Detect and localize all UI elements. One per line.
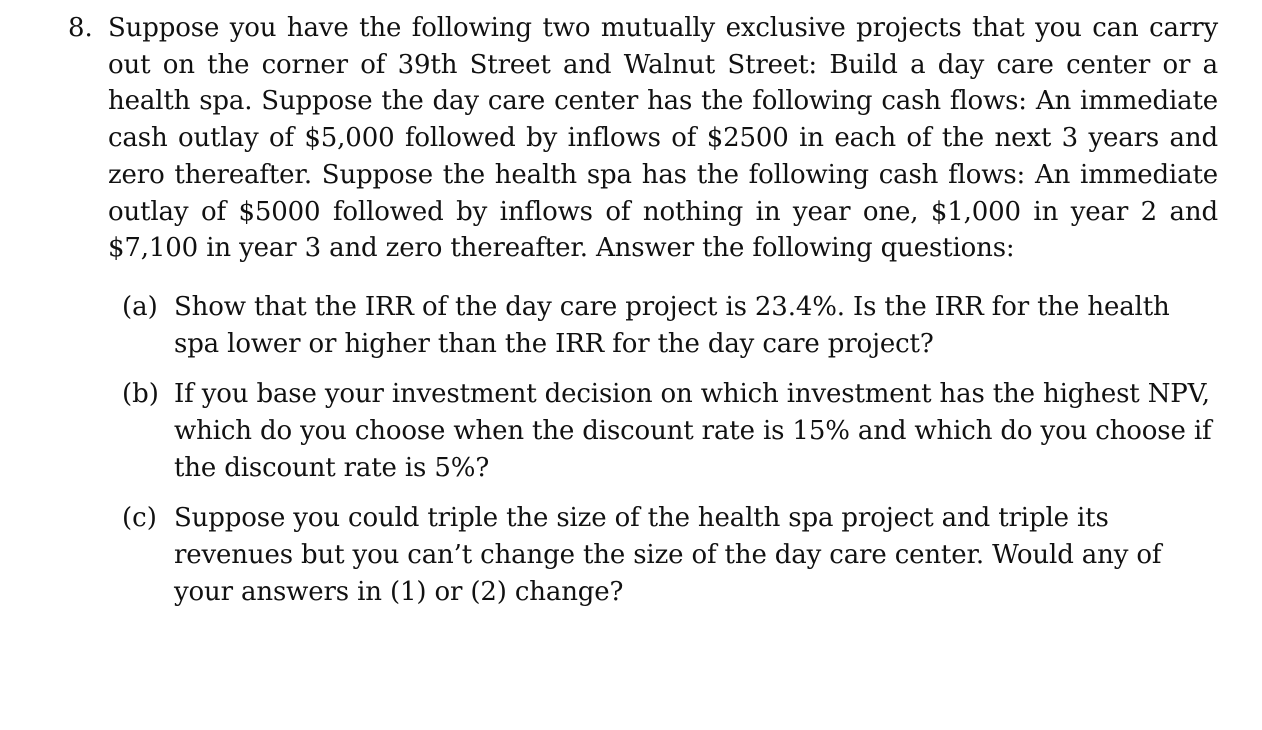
question-part-b bbox=[68, 376, 1218, 486]
part-label: (a) bbox=[122, 291, 158, 322]
question-parts bbox=[68, 289, 1218, 611]
problem-8 bbox=[68, 10, 1218, 625]
part-text: If you base your investment decision on which investment has the highest NPV, which do you choose when the discount rate is 15% and which do you choose if the discount rate is 5%? bbox=[174, 379, 1212, 483]
question-part-c bbox=[68, 500, 1218, 610]
part-label: (c) bbox=[122, 503, 157, 534]
part-text: Show that the IRR of the day care project is 23.4%. Is the IRR for the health spa lower or higher than the IRR for the day care project? bbox=[174, 291, 1170, 359]
problem-text: Suppose you have the following two mutually exclusive projects that you can carry out on the corner of 39th Street and Walnut Street: Build a day care center or a health spa. Suppose the day care center has the following cash flows: An immediate cash outlay of $5,000 followed by inflows of $2500 in each of the next 3 years and zero thereafter. Suppose the health spa has the following cash flows: An immediate outlay of $5000 followed by inflows of nothing in year one, $1,000 in year 2 and $7,100 in year 3 and zero thereafter. Answer the following questions: bbox=[108, 13, 1218, 264]
part-label: (b) bbox=[122, 379, 159, 410]
part-text: Suppose you could triple the size of the health spa project and triple its revenues but you can’t change the size of the day care center. Would any of your answers in (1) or (2) change? bbox=[174, 503, 1162, 607]
problem-statement bbox=[68, 10, 1218, 267]
problem-number: 8. bbox=[68, 13, 93, 43]
question-part-a bbox=[68, 289, 1218, 362]
